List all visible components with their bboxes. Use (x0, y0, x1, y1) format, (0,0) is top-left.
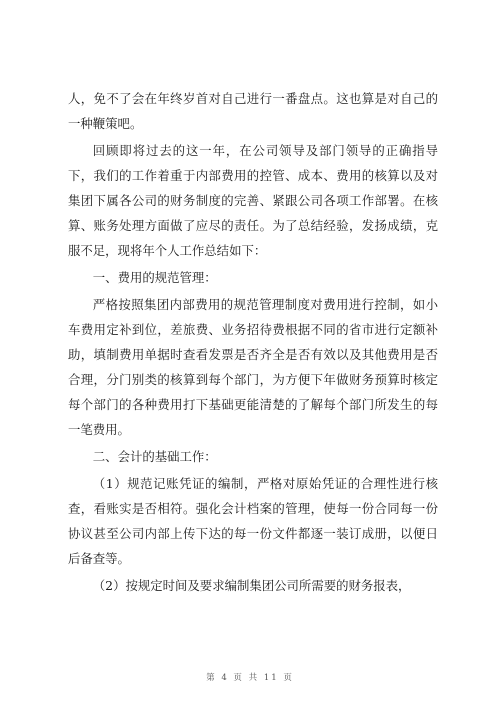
paragraph-intro-continuation: 人，免不了会在年终岁首对自己进行一番盘点。这也算是对自己的一种鞭策吧。 (68, 91, 438, 131)
section-heading-expense-management: 一、费用的规范管理： (92, 270, 217, 285)
section-heading-accounting-basics: 二、会计的基础工作： (92, 449, 217, 464)
paragraph-review: 回顾即将过去的这一年，在公司领导及部门领导的正确指导下，我们的工作着重于内部费用的控管、成本、费用的核算以及对集团下属各公司的财务制度的完善、紧跟公司各项工作部署。在核算、账务处理方面做了应尽的责任。为了总结经验，发扬成绩，克服不足，现将年个人工作总结如下： (68, 143, 438, 258)
page-number-footer: 第 4 页 共 11 页 (206, 673, 294, 683)
paragraph-financial-reports: （2）按规定时间及要求编制集团公司所需要的财务报表， (92, 578, 411, 593)
document-body (68, 86, 438, 600)
paragraph-expense-control: 严格按照集团内部费用的规范管理制度对费用进行控制，如小车费用定补到位，差旅费、业务招待费根据不同的省市进行定额补助，填制费用单据时查看发票是否齐全是否有效以及其他费用是否合理，分门别类的核算到每个部门，为方便下年做财务预算时核定每个部门的各种费用打下基础更能清楚的了解每个部门所发生的每一笔费用。 (68, 297, 438, 437)
paragraph-voucher-standardization: （1）规范记账凭证的编制，严格对原始凭证的合理性进行核查，看账实是否相符。强化会计档案的管理，使每一份合同每一份协议甚至公司内部上传下达的每一份文件都逐一装订成册，以便日后备查等。 (68, 476, 438, 566)
